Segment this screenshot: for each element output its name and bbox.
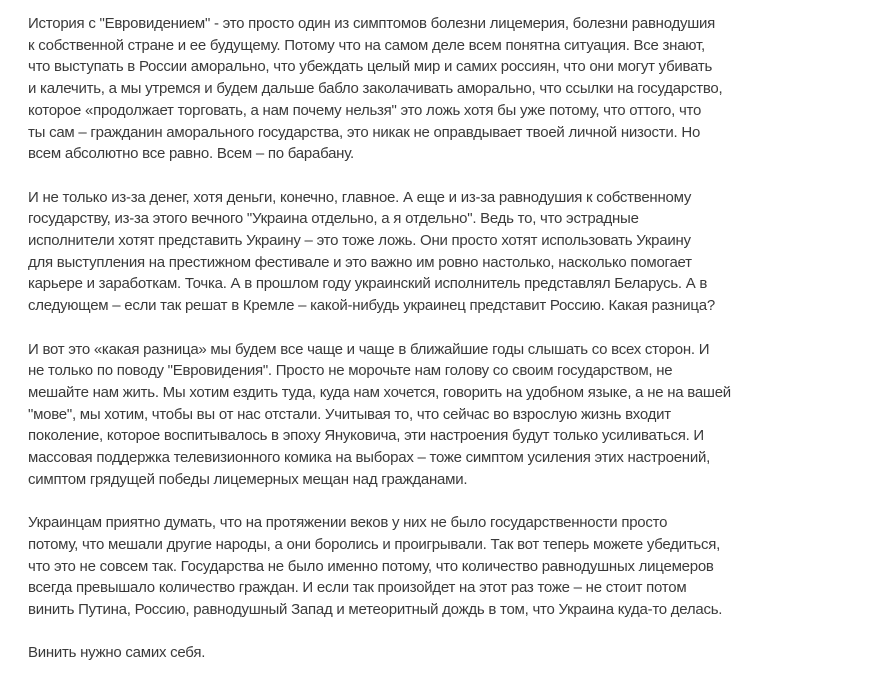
- text-line: потому, что мешали другие народы, а они боролись и проигрывали. Так вот теперь можете убедиться,: [28, 535, 721, 553]
- text-line: "мове", мы хотим, чтобы вы от нас отстали. Учитывая то, что сейчас во взрослую жизнь входит: [28, 405, 671, 423]
- text-line: что выступать в России аморально, что убеждать целый мир и самих россиян, что они могут убивать: [28, 58, 713, 76]
- text-line: мешайте нам жить. Мы хотим ездить туда, куда нам хочется, говорить на удобном языке, а не на вашей: [28, 383, 731, 401]
- text-line: к собственной стране и ее будущему. Потому что на самом деле всем понятна ситуация. Все знают,: [28, 36, 705, 54]
- text-line: которое «продолжает торговать, а нам почему нельзя" это ложь хотя бы уже потому, что оттого, что: [28, 101, 702, 119]
- text-line: История с "Евровидением" - это просто один из симптомов болезни лицемерия, болезни равнодушия: [28, 15, 715, 32]
- text-line: массовая поддержка телевизионного комика на выборах – тоже симптом усиления этих настроений,: [28, 449, 710, 467]
- paragraph: [28, 187, 877, 317]
- text-line: для выступления на престижном фестивале и это важно им ровно настолько, насколько помогает: [28, 253, 692, 271]
- text-line: всегда превышало количество граждан. И если так произойдет на этот раз тоже – не стоит потом: [28, 579, 687, 597]
- text-line: И не только из-за денег, хотя деньги, конечно, главное. А еще и из-за равнодушия к собственному: [28, 188, 692, 206]
- text-line: что это не совсем так. Государства не было именно потому, что количество равнодушных лицемеров: [28, 557, 714, 575]
- text-line: ты сам – гражданин аморального государства, это никак не оправдывает твоей личной низости. Но: [28, 123, 701, 141]
- text-line: всем абсолютно все равно. Всем – по барабану.: [28, 145, 354, 163]
- text-line: не только по поводу "Евровидения". Просто не морочьте нам голову со своим государством, не: [28, 362, 673, 380]
- text-line: карьере и заработкам. Точка. А в прошлом году украинский исполнитель представлял Беларусь. А в: [28, 275, 708, 293]
- text-line: винить Путина, Россию, равнодушный Запад и метеоритный дождь в том, что Украина куда-то делась.: [28, 600, 723, 618]
- text-line: и калечить, а мы утремся и будем дальше бабло заколачивать аморально, что ссылки на государство,: [28, 80, 723, 98]
- text-line: исполнители хотят представить Украину – это тоже ложь. Они просто хотят использовать Украину: [28, 232, 691, 250]
- paragraph: [28, 642, 877, 664]
- text-line: Винить нужно самих себя.: [28, 644, 206, 662]
- text-line: государству, из-за этого вечного "Украина отдельно, а я отдельно". Ведь то, что эстрадные: [28, 210, 639, 228]
- text-line: Украинцам приятно думать, что на протяжении веков у них не было государственности просто: [28, 514, 668, 532]
- paragraph: [28, 13, 877, 165]
- text-line: поколение, которое воспитывалось в эпоху Януковича, эти настроения будут только усиливаться. И: [28, 427, 704, 445]
- text-line: И вот это «какая разница» мы будем все чаще и чаще в ближайшие годы слышать со всех сторон. И: [28, 340, 710, 358]
- text-line: симптом грядущей победы лицемерных мещан над гражданами.: [28, 470, 468, 488]
- text-line: следующем – если так решат в Кремле – какой-нибудь украинец представит Россию. Какая разница?: [28, 297, 715, 315]
- paragraph: [28, 512, 877, 621]
- paragraph: [28, 339, 877, 491]
